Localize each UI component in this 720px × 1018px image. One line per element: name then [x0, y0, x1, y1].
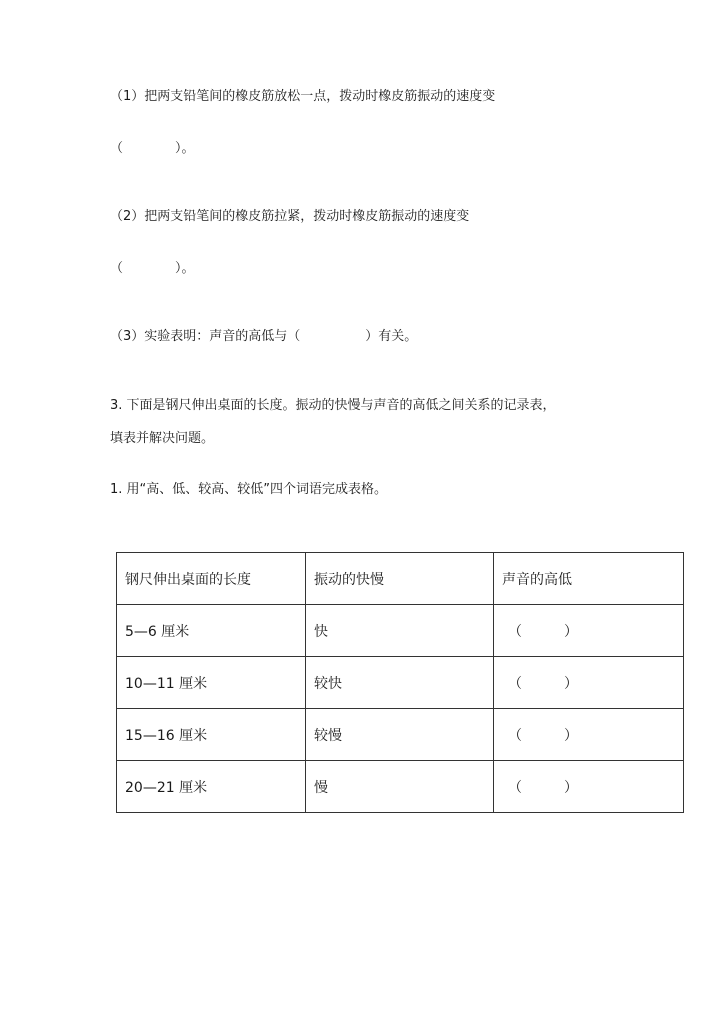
- cell-pitch-blank: （ ）: [494, 605, 684, 657]
- header-length: 钢尺伸出桌面的长度: [117, 553, 306, 605]
- table-header-row: [117, 553, 684, 605]
- question-2-text: （2）把两支铅笔间的橡皮筋拉紧，拨动时橡皮筋振动的速度变: [110, 209, 470, 224]
- question-1-blank: （ ）。: [110, 141, 195, 156]
- question-1-text: （1）把两支铅笔间的橡皮筋放松一点，拨动时橡皮筋振动的速度变: [110, 89, 496, 104]
- cell-vibration-speed: 慢: [306, 761, 494, 813]
- table-row: [117, 605, 684, 657]
- cell-vibration-speed: 快: [306, 605, 494, 657]
- table-row: [117, 761, 684, 813]
- table-row: [117, 709, 684, 761]
- cell-length: 15—16 厘米: [117, 709, 306, 761]
- cell-length: 20—21 厘米: [117, 761, 306, 813]
- header-pitch: 声音的高低: [494, 553, 684, 605]
- cell-vibration-speed: 较快: [306, 657, 494, 709]
- record-table: [116, 552, 684, 813]
- sub-question-1: 1. 用“高、低、较高、较低”四个词语完成表格。: [110, 482, 388, 497]
- cell-length: 10—11 厘米: [117, 657, 306, 709]
- section-3-line-2: 填表并解决问题。: [110, 431, 215, 446]
- question-3-text: （3）实验表明：声音的高低与（ ）有关。: [110, 329, 418, 344]
- cell-pitch-blank: （ ）: [494, 657, 684, 709]
- section-3-line-1: 3. 下面是钢尺伸出桌面的长度。振动的快慢与声音的高低之间关系的记录表，: [110, 398, 556, 413]
- cell-vibration-speed: 较慢: [306, 709, 494, 761]
- question-2-blank: （ ）。: [110, 261, 195, 276]
- cell-pitch-blank: （ ）: [494, 709, 684, 761]
- table-row: [117, 657, 684, 709]
- header-vibration-speed: 振动的快慢: [306, 553, 494, 605]
- cell-length: 5—6 厘米: [117, 605, 306, 657]
- cell-pitch-blank: （ ）: [494, 761, 684, 813]
